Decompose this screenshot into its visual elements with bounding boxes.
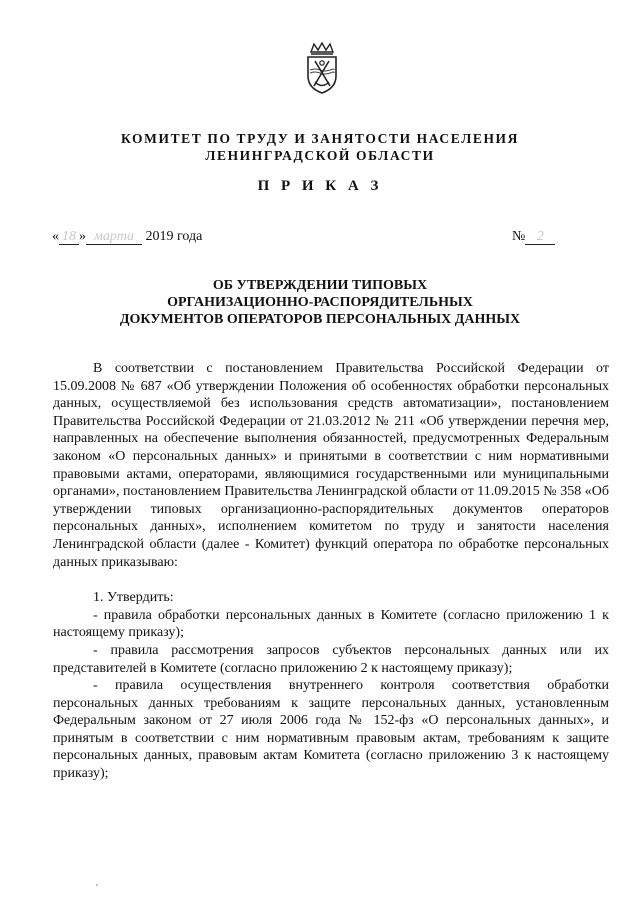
title-line3: ДОКУМЕНТОВ ОПЕРАТОРОВ ПЕРСОНАЛЬНЫХ ДАННЫХ [119,312,521,327]
scan-artifact [96,884,98,886]
coat-of-arms-icon [303,42,341,94]
item1-rule-b: - правила рассмотрения запросов субъектов персональных данных или их представителей в Комитете (согласно приложению 2 к настоящему приказу); [53,642,609,676]
organization-name-line1: КОМИТЕТ ПО ТРУДУ И ЗАНЯТОСТИ НАСЕЛЕНИЯ [120,131,520,146]
document-number [512,229,555,245]
date-open-quote: « [52,229,59,244]
item1-heading: 1. Утвердить: [93,590,174,606]
date-close-quote: » [79,229,86,244]
number-label: № [512,229,526,244]
organization-name-line2: ЛЕНИНГРАДСКОЙ ОБЛАСТИ [205,148,435,163]
date-day-field: 18 [59,230,79,245]
document-title [0,277,640,328]
title-line2: ОРГАНИЗАЦИОННО-РАСПОРЯДИТЕЛЬНЫХ [167,295,473,310]
date-month-field: марта [86,230,142,245]
document-type-heading: П Р И К А З [257,178,383,194]
item1-rule-c: - правила осуществления внутреннего контроля соответствия обработки персональных данных требованиям к защите персональных данных, установленным Федеральным законом от 27 июля 2006 года № 152-фз «О персональных данных», и принятым в соответствии с ним нормативным правовым актам, требованиям к защите персональных данных, правовым актам Комитета (согласно приложению 3 к настоящему приказу); [53,678,609,782]
document-date [52,229,202,245]
title-line1: ОБ УТВЕРЖДЕНИИ ТИПОВЫХ [212,278,428,293]
document-body [53,360,609,783]
number-field: 2 [525,230,555,245]
preamble-paragraph: В соответствии с постановлением Правительства Российской Федерации от 15.09.2008 № 687 «Об утверждении Положения об особенностях обработки персональных данных, осуществляемой без использования средств автоматизации», постановлением Правительства Российской Федерации от 21.03.2012 № 211 «Об утверждении перечня мер, направленных на обеспечение выполнения обязанностей, предусмотренных Федеральным законом «О персональных данных» и принятыми в соответствии с ним нормативными правовыми актами, операторами, являющимися государственными или муниципальными органами», постановлением Правительства Ленинградской области от 11.09.2015 № 358 «Об утверждении типовых организационно-распорядительных документов операторов персональных данных», исполнением комитетом по труду и занятости населения Ленинградской области (далее - Комитет) функций оператора по обработке персональных данных приказываю: [53,361,609,570]
date-year: 2019 года [142,229,203,244]
item1-rule-a: - правила обработки персональных данных в Комитете (согласно приложению 1 к настоящему приказу); [53,607,609,641]
